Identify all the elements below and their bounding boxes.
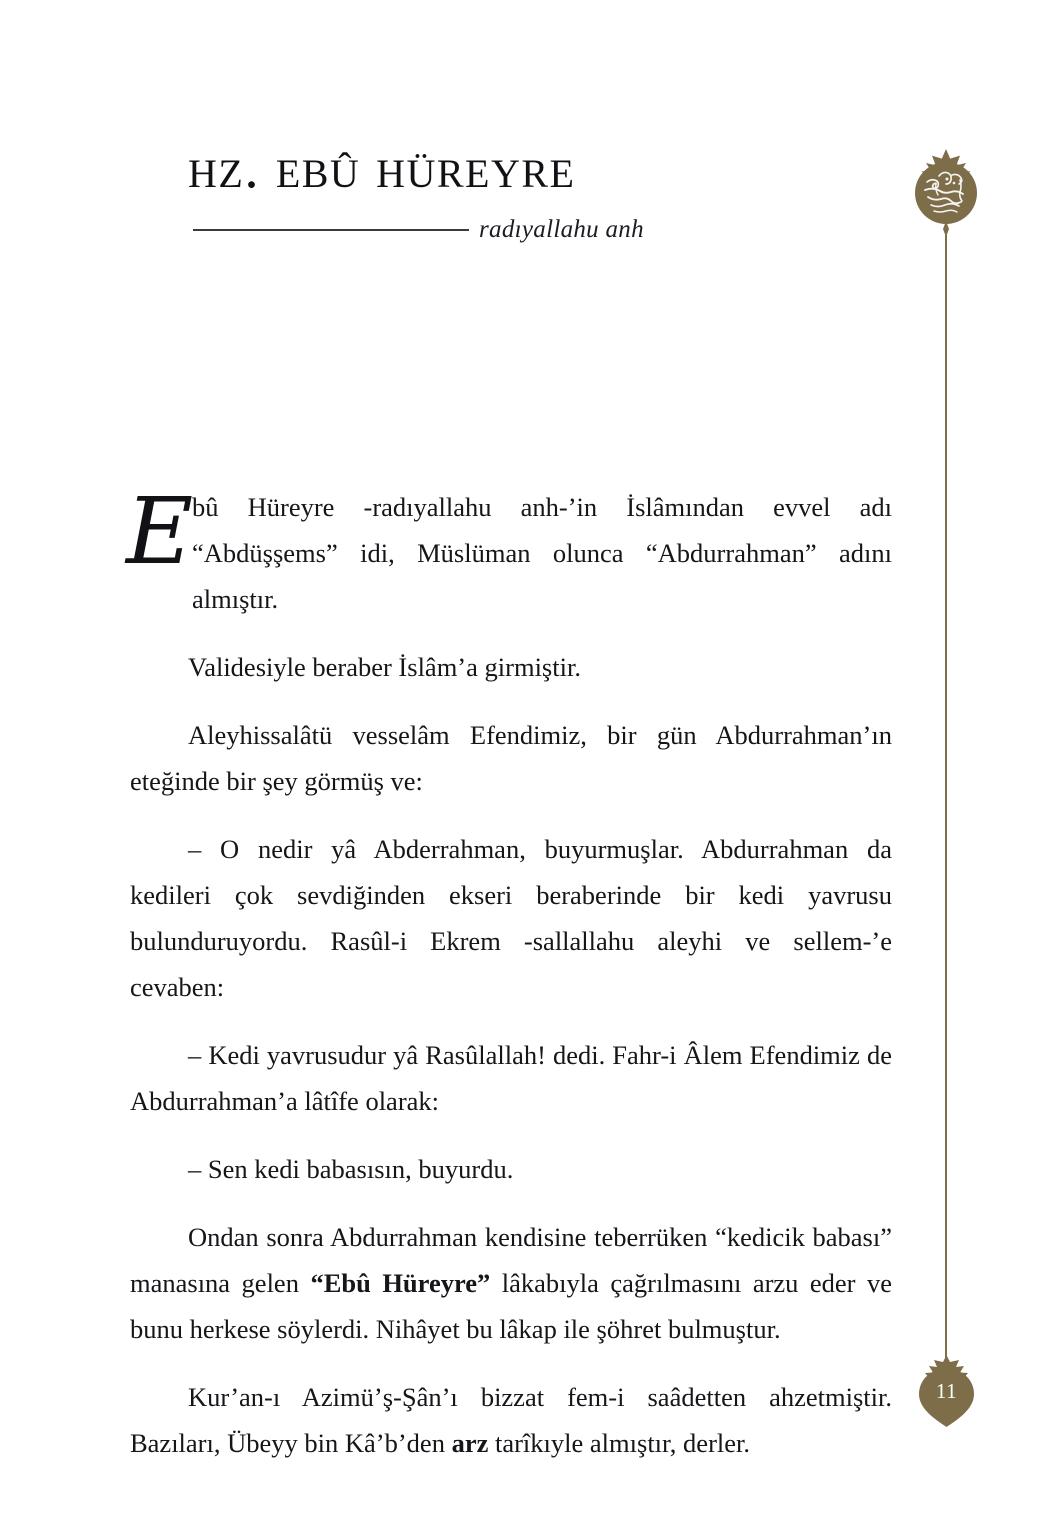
emphasis-text: arz bbox=[451, 1428, 489, 1458]
page-number: 11 bbox=[935, 1378, 958, 1403]
paragraph-7 bbox=[130, 1214, 892, 1352]
title-subline bbox=[130, 213, 860, 247]
drop-cap: E bbox=[126, 478, 194, 585]
page-title: hz. ebû hüreyre bbox=[188, 137, 576, 200]
plain-text: lâkabıyla çağrılmasını arzu eder ve bunu herkese söylerdi. Nihâyet bu lâkap ile şöhret bulmuştur. bbox=[130, 1268, 892, 1344]
paragraph-1-text: bû Hüreyre -radıyallahu anh-’in İslâmından evvel adı “Abdüşşems” idi, Müslüman olunca “Abdurrahman” adını almıştır. bbox=[192, 492, 892, 614]
title-epithet: radıyallahu anh bbox=[479, 216, 644, 243]
paragraph-3: Aleyhissalâtü vesselâm Efendimiz, bir gün Abdurrahman’ın eteğinde bir şey görmüş ve: bbox=[130, 720, 892, 796]
paragraph-1 bbox=[126, 478, 892, 622]
plain-text: tarîkıyle almıştır, derler. bbox=[488, 1428, 751, 1458]
paragraph-2: Validesiyle beraber İslâm’a girmiştir. bbox=[188, 652, 581, 682]
paragraph-6: – Sen kedi babasısın, buyurdu. bbox=[188, 1154, 514, 1184]
plain-text: Ondan sonra Abdurrahman kendisine teberrüken “kedicik babası” manasına gelen bbox=[130, 1222, 892, 1298]
plain-text: Kur’an-ı Azimü’ş-Şân’ı bizzat fem-i saâdetten ahzetmiştir. Bazıları, Übeyy bin Kâ’b’den bbox=[130, 1382, 892, 1458]
title-divider-rule bbox=[193, 229, 469, 231]
emphasis-text: “Ebû Hüreyre” bbox=[310, 1268, 491, 1298]
paragraph-4: – O nedir yâ Abderrahman, buyurmuşlar. Abdurrahman da kedileri çok sevdiğinden ekseri beraberinde bir kedi yavrusu bulunduruyordu. Rasûl-i Ekrem -sallallahu aleyhi ve sellem-’e cevaben: bbox=[130, 834, 892, 1002]
body-text bbox=[126, 478, 892, 1466]
gold-vertical-rule bbox=[945, 235, 947, 1363]
chapter-header bbox=[130, 137, 860, 247]
paragraph-8 bbox=[130, 1374, 892, 1466]
page-number-medallion bbox=[914, 1355, 979, 1431]
paragraph-5: – Kedi yavrusudur yâ Rasûlallah! dedi. Fahr-i Âlem Efendimiz de Abdurrahman’a lâtîfe olarak: bbox=[130, 1040, 892, 1116]
